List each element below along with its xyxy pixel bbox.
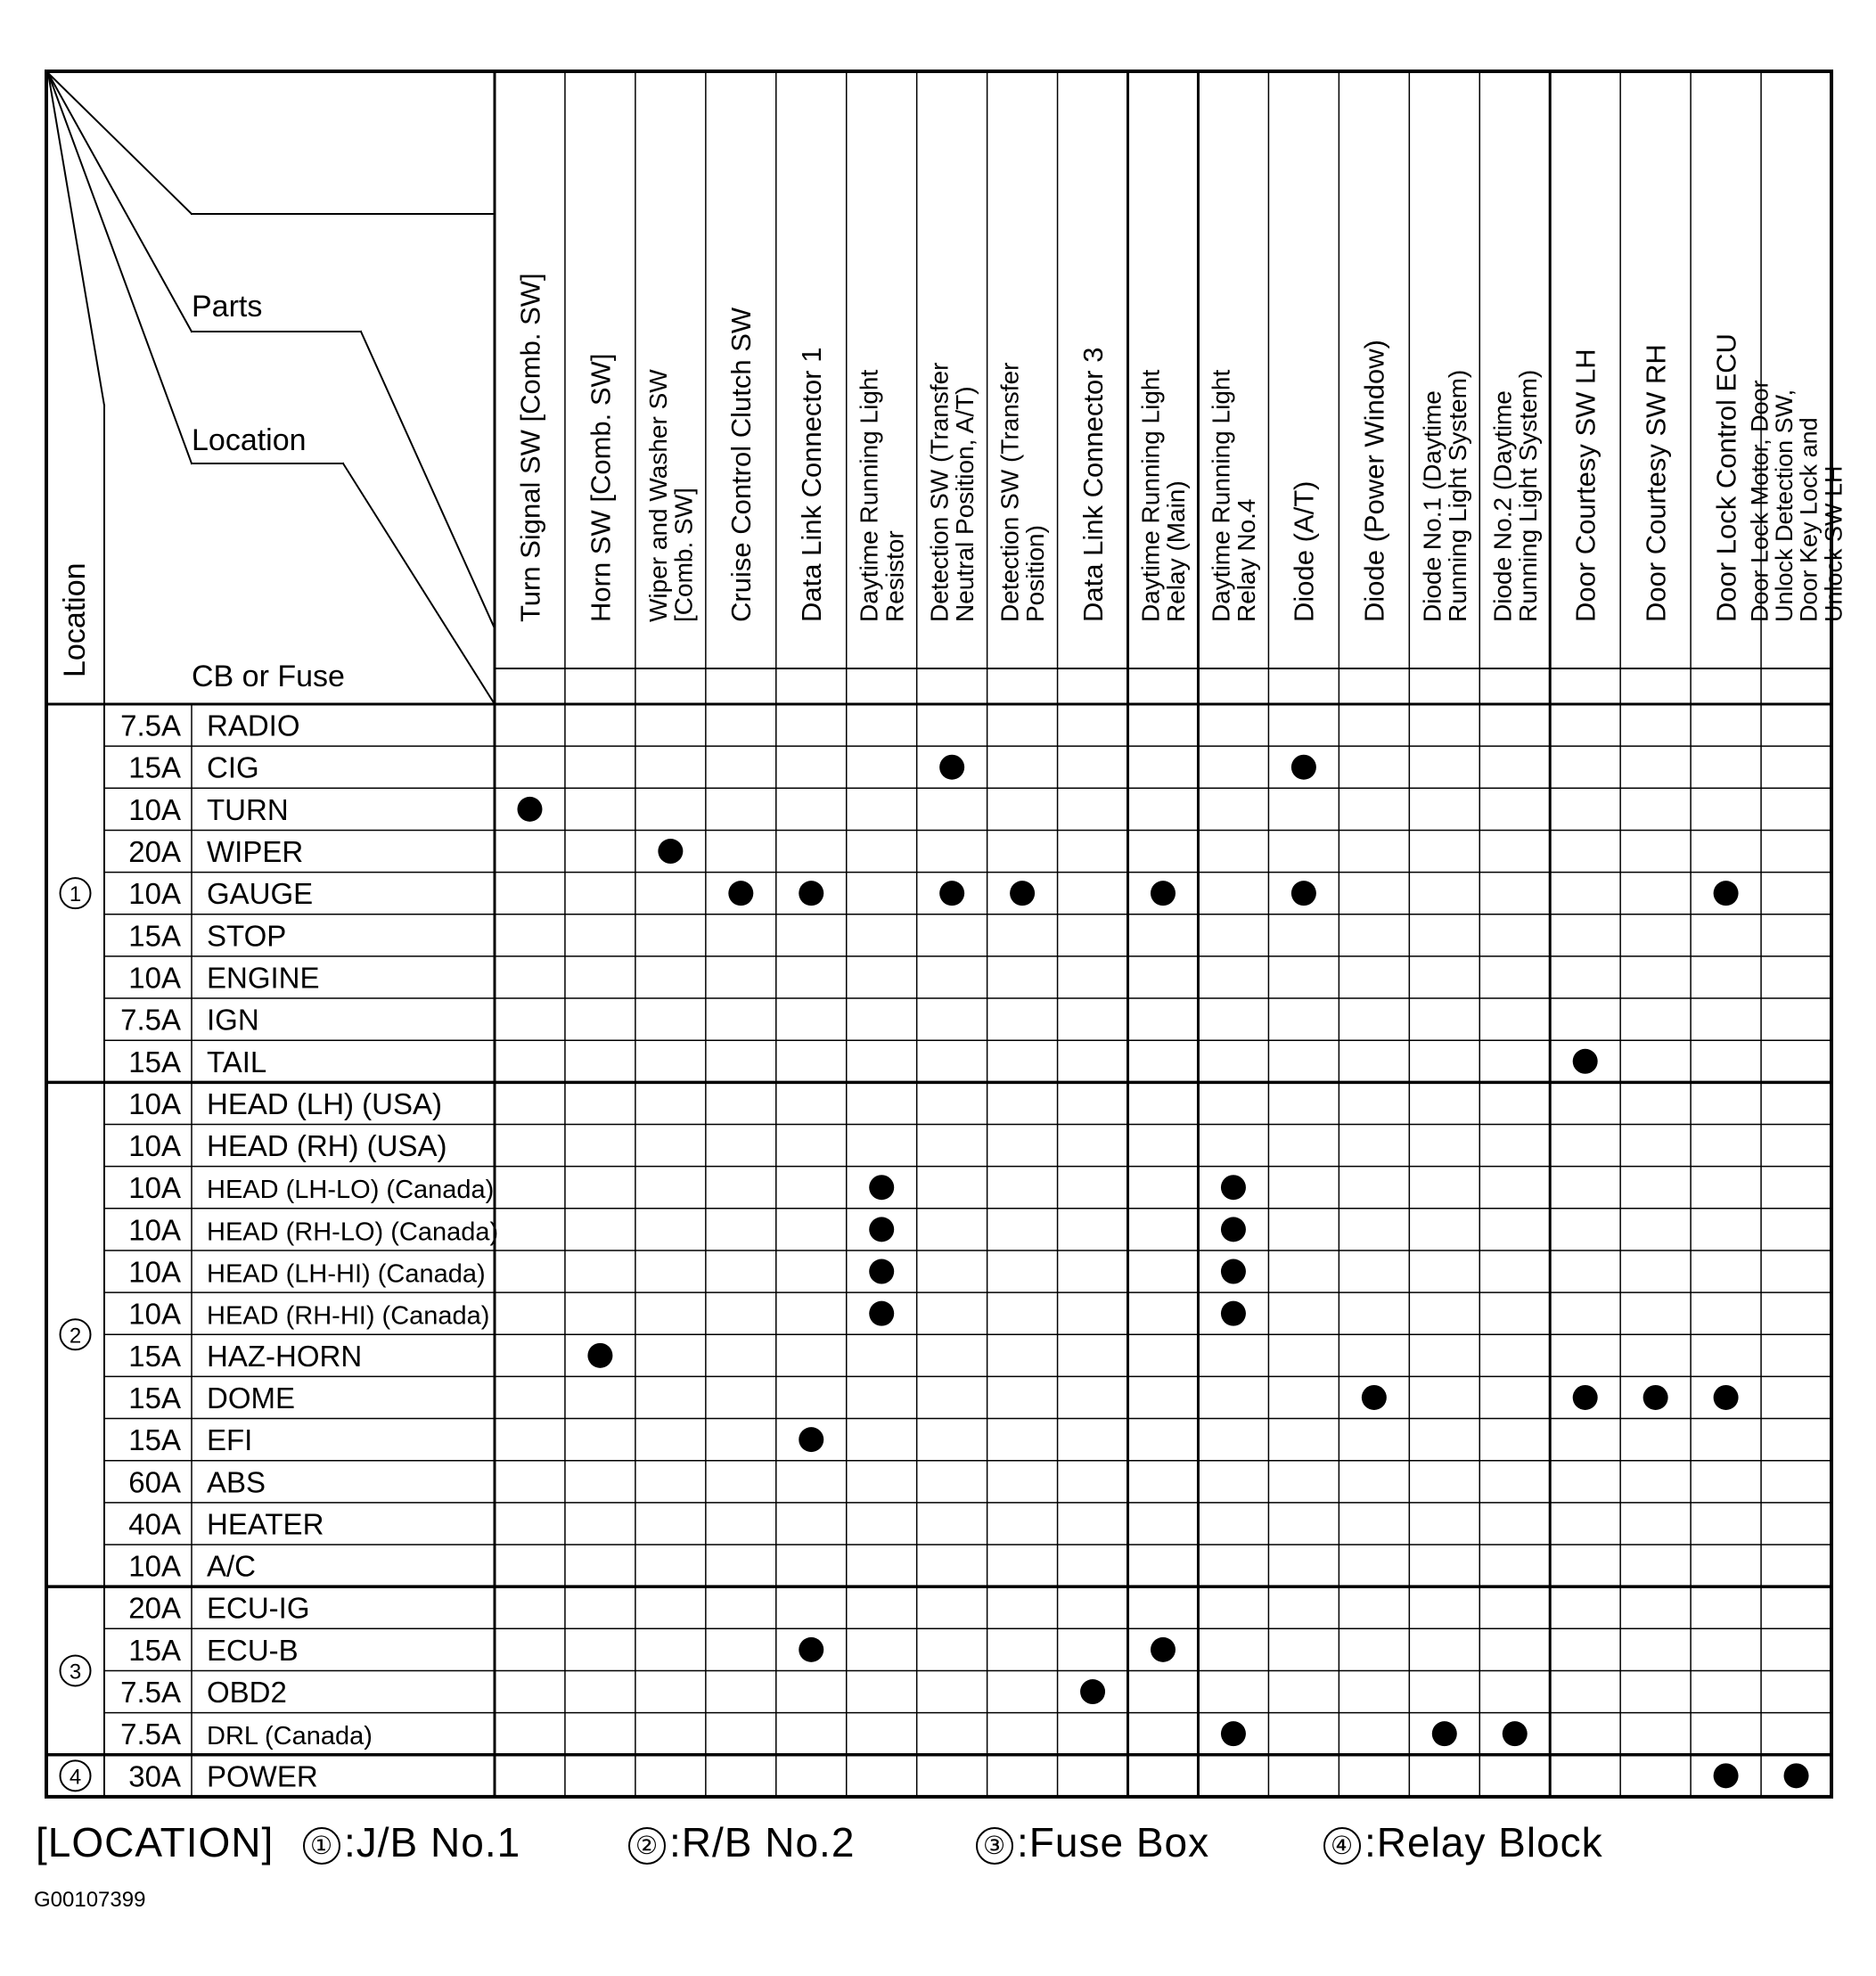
connection-dot <box>799 1637 823 1662</box>
connection-dot <box>1221 1175 1246 1200</box>
connection-dot <box>1221 1259 1246 1284</box>
connection-dot <box>1221 1721 1246 1746</box>
part-name-label: Neutral Position, A/T) <box>951 386 979 622</box>
fuse-name: HEAD (LH-HI) (Canada) <box>207 1259 486 1289</box>
fuse-amperage: 10A <box>128 1086 181 1120</box>
connection-dot <box>1080 1679 1105 1704</box>
connection-dot <box>1432 1721 1457 1746</box>
connection-dot <box>799 881 823 906</box>
legend-item-1 <box>303 1818 520 1866</box>
fuse-name: ECU-B <box>207 1633 299 1667</box>
connection-dot <box>1291 881 1316 906</box>
part-name-label: Unlock Detection SW, <box>1771 389 1798 622</box>
fuse-name: HAZ-HORN <box>207 1339 363 1373</box>
connection-dot <box>1714 1385 1739 1410</box>
fuse-amperage: 40A <box>128 1507 181 1541</box>
part-name-label: [Comb. SW] <box>669 488 698 622</box>
part-name-label: Door Courtesy SW RH <box>1640 344 1672 622</box>
fuse-name: OBD2 <box>207 1676 287 1710</box>
legend-text-2: :R/B No.2 <box>669 1819 856 1865</box>
fuse-name: STOP <box>207 919 287 953</box>
connection-dot <box>939 755 964 780</box>
connection-dot <box>587 1343 612 1368</box>
part-name-label: Horn SW [Comb. SW] <box>585 353 617 622</box>
part-name-label: Door Lock Motor, Door <box>1746 380 1774 622</box>
part-name-label: Detection SW (Transfer <box>925 362 954 622</box>
location-symbol-number: 2 <box>69 1324 82 1349</box>
connection-dot <box>1573 1385 1598 1410</box>
fuse-amperage: 10A <box>128 792 181 826</box>
legend-symbol-1: ① <box>303 1827 340 1865</box>
connection-dot <box>869 1217 894 1242</box>
fuse-amperage: 10A <box>128 1255 181 1289</box>
diagonal-location-line <box>48 73 192 463</box>
connection-dot <box>1362 1385 1387 1410</box>
part-name-label: Daytime Running Light <box>855 369 883 622</box>
part-name-label: Position) <box>1021 525 1050 622</box>
fuse-amperage: 60A <box>128 1465 181 1499</box>
fuse-name: GAUGE <box>207 877 314 911</box>
location-symbol-number: 1 <box>69 882 82 907</box>
cb-fuse-header-label: CB or Fuse <box>192 660 345 693</box>
fuse-name: HEAD (RH) (USA) <box>207 1129 447 1163</box>
fuse-name: HEAD (LH) (USA) <box>207 1086 443 1120</box>
connection-dot <box>1643 1385 1668 1410</box>
location-column-label: Location <box>58 562 92 677</box>
legend-text-4: :Relay Block <box>1364 1819 1603 1865</box>
fuse-amperage: 15A <box>128 1381 181 1414</box>
location-symbol-number: 4 <box>69 1765 82 1790</box>
fuse-amperage: 15A <box>128 1423 181 1457</box>
connection-dot <box>1714 1763 1739 1788</box>
part-name-label: Daytime Running Light <box>1207 369 1235 622</box>
location-symbol-number: 3 <box>69 1660 82 1685</box>
connection-dot <box>869 1259 894 1284</box>
connection-dot <box>1151 1637 1176 1662</box>
fuse-amperage: 15A <box>128 1045 181 1078</box>
connection-dot <box>1291 755 1316 780</box>
connection-dot <box>728 881 753 906</box>
fuse-name: CIG <box>207 750 259 784</box>
legend-prefix: [LOCATION] <box>36 1819 274 1865</box>
legend-item-4 <box>1323 1818 1603 1866</box>
connection-dot <box>939 881 964 906</box>
fuse-amperage: 10A <box>128 877 181 911</box>
connection-dot <box>799 1427 823 1452</box>
part-name-label: Running Light System) <box>1513 369 1542 622</box>
part-name-label: Data Link Connector 1 <box>796 347 828 622</box>
diagonal-parts-line <box>48 73 192 214</box>
legend-text-3: :Fuse Box <box>1017 1819 1210 1865</box>
legend-text-1: :J/B No.1 <box>344 1819 521 1865</box>
legend-symbol-3: ③ <box>976 1827 1013 1865</box>
fuse-name: HEAD (RH-LO) (Canada) <box>207 1218 499 1247</box>
fuse-name: RADIO <box>207 709 300 742</box>
fuse-name: TAIL <box>207 1045 267 1078</box>
diagonal-location-line <box>343 463 495 704</box>
fuse-amperage: 20A <box>128 1591 181 1625</box>
fuse-name: TURN <box>207 792 289 826</box>
fuse-amperage: 30A <box>128 1759 181 1793</box>
legend-item-3 <box>976 1818 1209 1866</box>
fuse-name: A/C <box>207 1549 257 1583</box>
part-name-label: Door Courtesy SW LH <box>1569 348 1602 622</box>
fuse-amperage: 15A <box>128 919 181 953</box>
fuse-amperage: 10A <box>128 1213 181 1247</box>
location-header-label: Location <box>192 423 307 457</box>
legend-symbol-2: ② <box>628 1827 666 1865</box>
fuse-name: POWER <box>207 1759 318 1793</box>
fuse-name: DOME <box>207 1381 295 1414</box>
part-name-label: Diode No.2 (Daytime <box>1488 390 1517 622</box>
diagonal-parts-line <box>361 332 495 628</box>
part-name-label: Relay (Main) <box>1162 480 1191 622</box>
fuse-name: ENGINE <box>207 961 320 995</box>
part-name-label: Wiper and Washer SW <box>643 369 672 622</box>
fuse-name: DRL (Canada) <box>207 1722 373 1751</box>
fuse-name: WIPER <box>207 835 304 869</box>
part-name-label: Relay No.4 <box>1233 498 1261 622</box>
fuse-amperage: 10A <box>128 1297 181 1331</box>
fuse-amperage: 7.5A <box>120 1003 181 1037</box>
fuse-name: ECU-IG <box>207 1591 310 1625</box>
part-name-label: Data Link Connector 3 <box>1077 347 1109 622</box>
connection-dot <box>1714 881 1739 906</box>
fuse-name: IGN <box>207 1003 259 1037</box>
fuse-amperage: 7.5A <box>120 1718 181 1751</box>
connection-dot <box>1221 1301 1246 1326</box>
figure-id: G00107399 <box>34 1888 146 1912</box>
fuse-amperage: 7.5A <box>120 709 181 742</box>
fuse-name: HEAD (RH-HI) (Canada) <box>207 1301 490 1331</box>
part-name-label: Cruise Control Clutch SW <box>725 307 758 622</box>
part-name-label: Diode No.1 (Daytime <box>1418 390 1446 622</box>
connection-dot <box>517 797 542 822</box>
part-name-label: Unlock SW LH <box>1820 465 1847 622</box>
fuse-name: HEATER <box>207 1507 324 1541</box>
fuse-amperage: 10A <box>128 1129 181 1163</box>
connection-dot <box>1784 1763 1809 1788</box>
part-name-label: Door Key Lock and <box>1795 417 1823 622</box>
connection-dot <box>1221 1217 1246 1242</box>
connection-dot <box>1573 1049 1598 1074</box>
fuse-name: HEAD (LH-LO) (Canada) <box>207 1176 495 1205</box>
parts-header-label: Parts <box>192 290 263 324</box>
fuse-amperage: 10A <box>128 961 181 995</box>
fuse-amperage: 20A <box>128 835 181 869</box>
connection-dot <box>1503 1721 1528 1746</box>
part-name-label: Diode (A/T) <box>1288 480 1320 622</box>
fuse-name: EFI <box>207 1423 253 1457</box>
connection-dot <box>1010 881 1035 906</box>
fuse-amperage: 15A <box>128 1339 181 1373</box>
part-name-label: Diode (Power Window) <box>1358 340 1390 622</box>
fuse-name: ABS <box>207 1465 266 1499</box>
part-name-label: Turn Signal SW [Comb. SW] <box>514 273 546 622</box>
location-legend <box>36 1818 274 1866</box>
part-name-label: Door Lock Control ECU <box>1710 333 1742 622</box>
connection-dot <box>869 1175 894 1200</box>
connection-dot <box>1151 881 1176 906</box>
fuse-amperage: 15A <box>128 750 181 784</box>
part-name-label: Running Light System) <box>1443 369 1471 622</box>
fuse-amperage: 10A <box>128 1549 181 1583</box>
legend-symbol-4: ④ <box>1323 1827 1361 1865</box>
connection-dot <box>658 839 683 864</box>
part-name-label: Detection SW (Transfer <box>995 362 1024 622</box>
part-name-label: Daytime Running Light <box>1136 369 1165 622</box>
fuse-amperage: 10A <box>128 1171 181 1205</box>
part-name-label: Resistor <box>881 530 909 622</box>
fuse-amperage: 7.5A <box>120 1676 181 1710</box>
fuse-amperage: 15A <box>128 1633 181 1667</box>
connection-dot <box>869 1301 894 1326</box>
legend-item-2 <box>628 1818 855 1866</box>
